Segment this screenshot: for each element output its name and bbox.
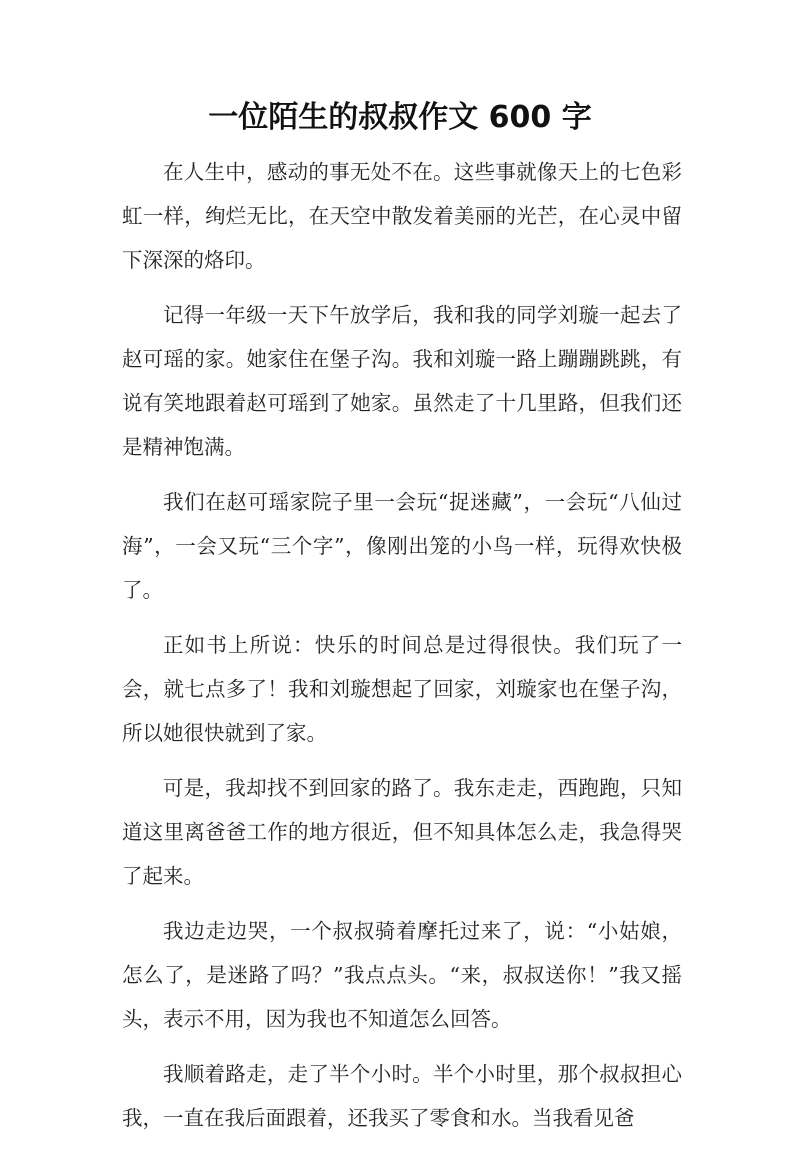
paragraph: 可是，我却找不到回家的路了。我东走走，西跑跑，只知道这里离爸爸工作的地方很近，但不知具体怎么走，我急得哭了起来。 <box>122 776 682 888</box>
document-body <box>122 150 682 1151</box>
paragraph: 我顺着路走，走了半个小时。半个小时里，那个叔叔担心我，一直在我后面跟着，还我买了零食和水。当我看见爸 <box>122 1062 682 1130</box>
document-title: 一位陌生的叔叔作文 600 字 <box>208 100 592 135</box>
paragraph: 我们在赵可瑶家院子里一会玩“捉迷藏”，一会玩“八仙过海”，一会又玩“三个字”，像刚出笼的小鸟一样，玩得欢快极了。 <box>122 490 682 602</box>
paragraph: 正如书上所说：快乐的时间总是过得很快。我们玩了一会，就七点多了！我和刘璇想起了回家，刘璇家也在堡子沟，所以她很快就到了家。 <box>122 633 682 745</box>
paragraph: 记得一年级一天下午放学后，我和我的同学刘璇一起去了赵可瑶的家。她家住在堡子沟。我和刘璇一路上蹦蹦跳跳，有说有笑地跟着赵可瑶到了她家。虽然走了十几里路，但我们还是精神饱满。 <box>122 303 682 459</box>
paragraph: 我边走边哭，一个叔叔骑着摩托过来了，说：“小姑娘，怎么了，是迷路了吗？”我点点头。“来，叔叔送你！”我又摇头，表示不用，因为我也不知道怎么回答。 <box>122 919 682 1031</box>
paragraph: 在人生中，感动的事无处不在。这些事就像天上的七色彩虹一样，绚烂无比，在天空中散发着美丽的光芒，在心灵中留下深深的烙印。 <box>122 160 682 272</box>
